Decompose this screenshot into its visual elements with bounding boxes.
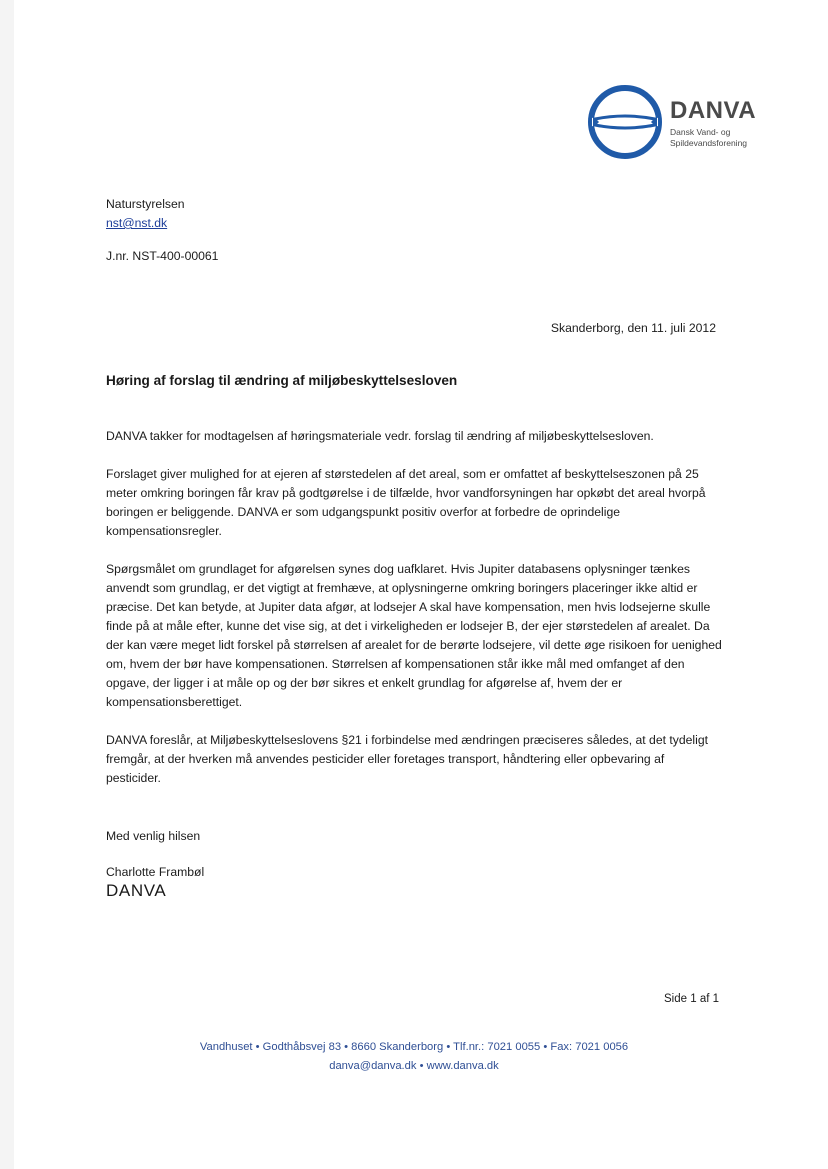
letter-body	[106, 427, 722, 807]
logo-name: DANVA	[670, 97, 757, 124]
date-line: Skanderborg, den 11. juli 2012	[550, 321, 716, 335]
body-paragraph: DANVA takker for modtagelsen af høringsmateriale vedr. forslag til ændring af miljøbeskyttelsesloven.	[106, 429, 654, 443]
page-edge	[0, 0, 14, 1169]
body-paragraph: DANVA foreslår, at Miljøbeskyttelseslovens §21 i forbindelse med ændringen præciseres således, at det tydeligt fremgår, at der hverken må anvendes pesticider eller foretages transport, håndtering eller opbevaring af pesticider.	[106, 733, 708, 785]
footer-address-line: Vandhuset • Godthåbsvej 83 • 8660 Skanderborg • Tlf.nr.: 7021 0055 • Fax: 7021 0056	[199, 1041, 629, 1053]
body-paragraph: Spørgsmålet om grundlaget for afgørelsen synes dog uafklaret. Hvis Jupiter databasens oplysninger tænkes anvendt som grundlag, er det vigtigt at fremhæve, at oplysningerne omkring boringers placeringer ikke altid er præcise. Det kan betyde, at Jupiter data afgør, at lodsejer A skal have kompensation, men hvis lodsejerne skulle finde på at måle efter, kunne det vise sig, at det i virkeligheden er lodsejer B, der ejer størstedelen af arealet. Da der kan være meget lidt forskel på størrelsen af arealet for de berørte lodsejere, vil dette øge risikoen for uenighed om, hvem der bør have kompensationen. Størrelsen af kompensationen står ikke mål med omfanget af den opgave, der ligger i at måle op og der bør sikres et enkelt grundlag for afgørelse af, hvem der er kompensationsberettiget.	[106, 562, 722, 709]
danva-logo-icon	[586, 83, 664, 161]
logo-tagline	[670, 127, 747, 149]
letterhead-footer	[0, 1038, 828, 1076]
recipient-name: Naturstyrelsen	[106, 197, 185, 211]
footer-contact-line: danva@danva.dk • www.danva.dk	[329, 1060, 499, 1072]
closing-greeting: Med venlig hilsen	[106, 829, 201, 843]
journal-number: J.nr. NST-400-00061	[106, 249, 219, 263]
signer-organization: DANVA	[106, 881, 167, 900]
logo-tagline-line-2: Spildevandsforening	[670, 138, 748, 148]
recipient-block	[106, 195, 185, 233]
signer-name: Charlotte Frambøl	[106, 865, 205, 879]
page-number: Side 1 af 1	[664, 993, 719, 1005]
letter-subject: Høring af forslag til ændring af miljøbeskyttelsesloven	[106, 373, 458, 388]
logo-tagline-line-1: Dansk Vand- og	[670, 127, 731, 137]
body-paragraph: Forslaget giver mulighed for at ejeren af størstedelen af det areal, som er omfattet af beskyttelseszonen på 25 meter omkring boringen får krav på godtgørelse i de tilfælde, hvor vandforsyningen har opkøbt det areal hvorpå boringen er beliggende. DANVA er som udgangspunkt positiv overfor at forbedre de oprindelige kompensationsregler.	[106, 467, 706, 538]
recipient-email-link[interactable]: nst@nst.dk	[106, 216, 168, 230]
